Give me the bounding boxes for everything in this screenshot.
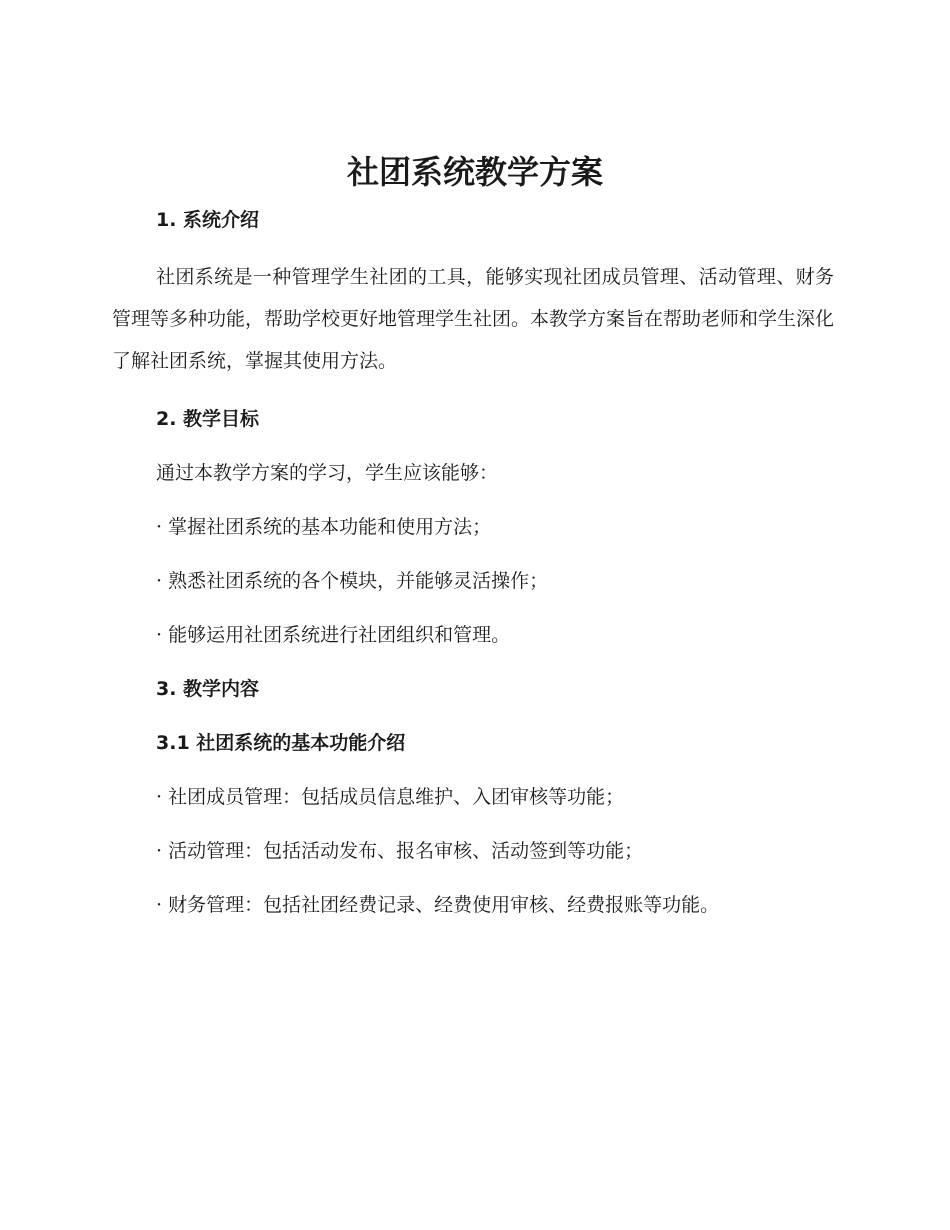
goals-intro: 通过本教学方案的学习，学生应该能够： [156, 462, 499, 484]
function-item: · 社团成员管理：包括成员信息维护、入团审核等功能； [156, 786, 625, 808]
section-heading-goals: 2. 教学目标 [156, 408, 260, 430]
intro-paragraph: 社团系统是一种管理学生社团的工具，能够实现社团成员管理、活动管理、财务管理等多种功能，帮助学校更好地管理学生社团。本教学方案旨在帮助老师和学生深化了解社团系统，掌握其使用方法。 [112, 266, 835, 372]
document-title: 社团系统教学方案 [346, 153, 603, 191]
goal-item: · 能够运用社团系统进行社团组织和管理。 [156, 624, 511, 646]
subsection-heading-functions: 3.1 社团系统的基本功能介绍 [156, 732, 406, 754]
goal-item: · 掌握社团系统的基本功能和使用方法； [156, 516, 492, 538]
function-item: · 财务管理：包括社团经费记录、经费使用审核、经费报账等功能。 [156, 894, 720, 916]
function-item: · 活动管理：包括活动发布、报名审核、活动签到等功能； [156, 840, 644, 862]
document-body [112, 203, 834, 922]
section-heading-content: 3. 教学内容 [156, 678, 260, 700]
goal-item: · 熟悉社团系统的各个模块，并能够灵活操作； [156, 570, 549, 592]
section-heading-intro: 1. 系统介绍 [156, 209, 260, 231]
